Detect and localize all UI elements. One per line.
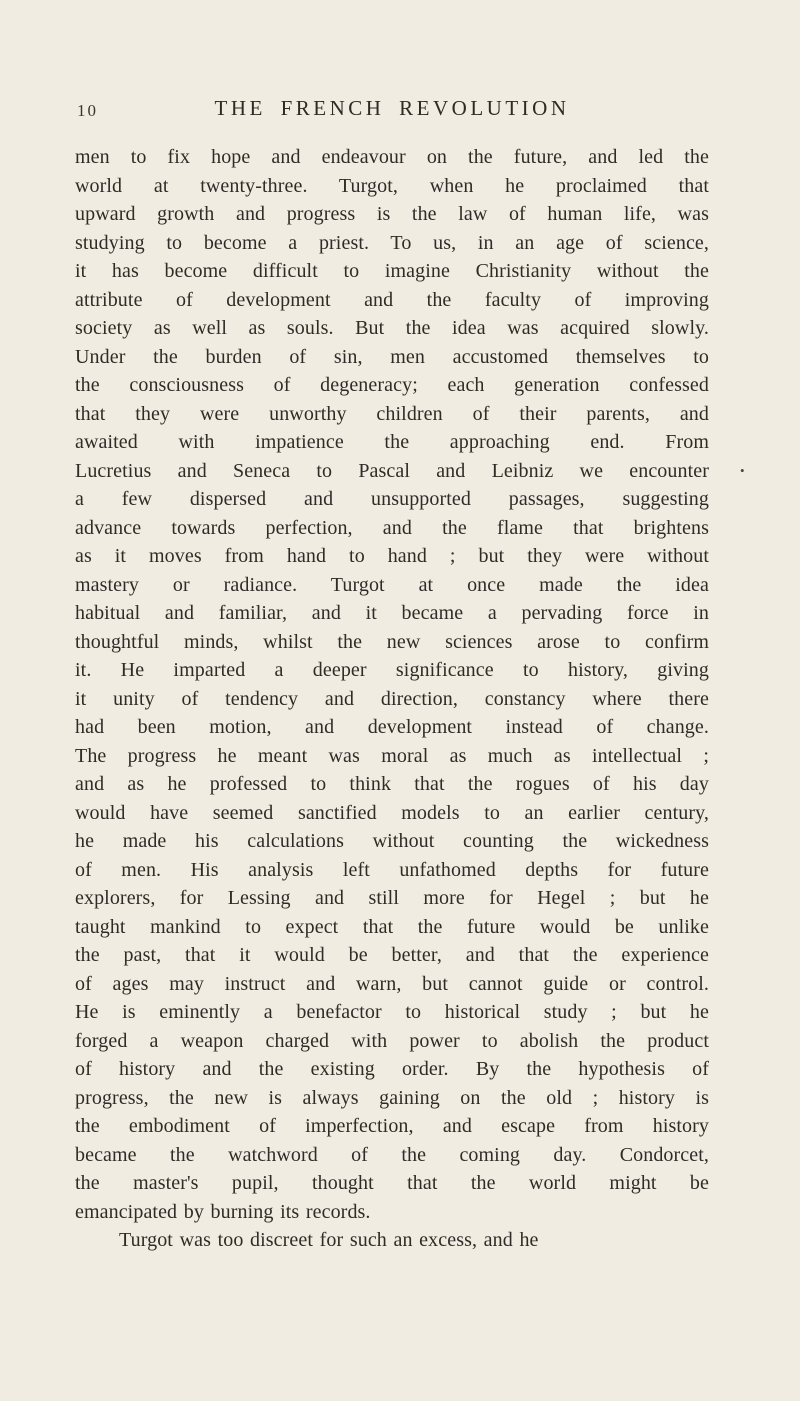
text-line: taught mankind to expect that the future would be unlike [75,915,709,938]
text-line: of men. His analysis left unfathomed depths for future [75,858,709,881]
text-line: attribute of development and the faculty of improving [75,288,709,311]
text-line: had been motion, and development instead of change. [75,716,709,738]
text-line: Under the burden of sin, men accustomed themselves to [75,345,709,368]
text-line: a few dispersed and unsupported passages, suggesting [75,488,709,510]
text-line: advance towards perfection, and the flame that brightens [75,516,709,539]
text-line: Lucretius and Seneca to Pascal and Leibniz we encounter [75,459,709,482]
text-line: progress, the new is always gaining on the old ; history is [75,1086,709,1109]
text-line: it unity of tendency and direction, constancy where there [75,687,709,710]
text-line: became the watchword of the coming day. Condorcet, [75,1143,709,1166]
text-line: studying to become a priest. To us, in an age of science, [75,231,709,254]
text-line: explorers, for Lessing and still more for Hegel ; but he [75,887,709,909]
body-text [75,143,709,1255]
text-line: and as he professed to think that the rogues of his day [75,773,709,795]
text-line: of ages may instruct and warn, but cannot guide or control. [75,972,709,995]
text-line: the master's pupil, thought that the world might be [75,1172,709,1194]
text-line: He is eminently a benefactor to historical study ; but he [75,1001,709,1023]
text-line: the embodiment of imperfection, and escape from history [75,1115,709,1137]
running-header: THE FRENCH REVOLUTION [214,96,570,120]
page-number: 10 [77,101,98,120]
paragraph [75,1226,709,1255]
paragraph [75,143,709,1226]
text-line: thoughtful minds, whilst the new sciences arose to confirm [75,630,709,653]
text-line: it has become difficult to imagine Christianity without the [75,260,709,282]
text-line: world at twenty-three. Turgot, when he proclaimed that [75,174,709,197]
text-line: mastery or radiance. Turgot at once made the idea [75,573,709,596]
text-line: as it moves from hand to hand ; but they were without [75,545,709,567]
text-line: upward growth and progress is the law of human life, was [75,203,709,225]
text-line: Turgot was too discreet for such an excess, and he [119,1229,539,1251]
text-line: the consciousness of degeneracy; each generation confessed [75,374,709,396]
text-line: society as well as souls. But the idea was acquired slowly. [75,317,709,339]
page-header [75,96,709,126]
text-line: men to fix hope and endeavour on the future, and led the [75,146,709,168]
text-line: the past, that it would be better, and that the experience [75,944,709,966]
text-line: of history and the existing order. By the hypothesis of [75,1058,709,1080]
text-line: habitual and familiar, and it became a pervading force in [75,602,709,624]
text-line: would have seemed sanctified models to an earlier century, [75,801,709,824]
text-line: forged a weapon charged with power to abolish the product [75,1029,709,1052]
text-line: awaited with impatience the approaching end. From [75,431,709,453]
text-line: The progress he meant was moral as much as intellectual ; [75,744,709,767]
text-line: it. He imparted a deeper significance to history, giving [75,659,709,681]
text-line: that they were unworthy children of their parents, and [75,402,709,425]
margin-mark: • [740,463,745,478]
text-line: emancipated by burning its records. [75,1200,371,1223]
text-line: he made his calculations without counting the wickedness [75,830,709,852]
